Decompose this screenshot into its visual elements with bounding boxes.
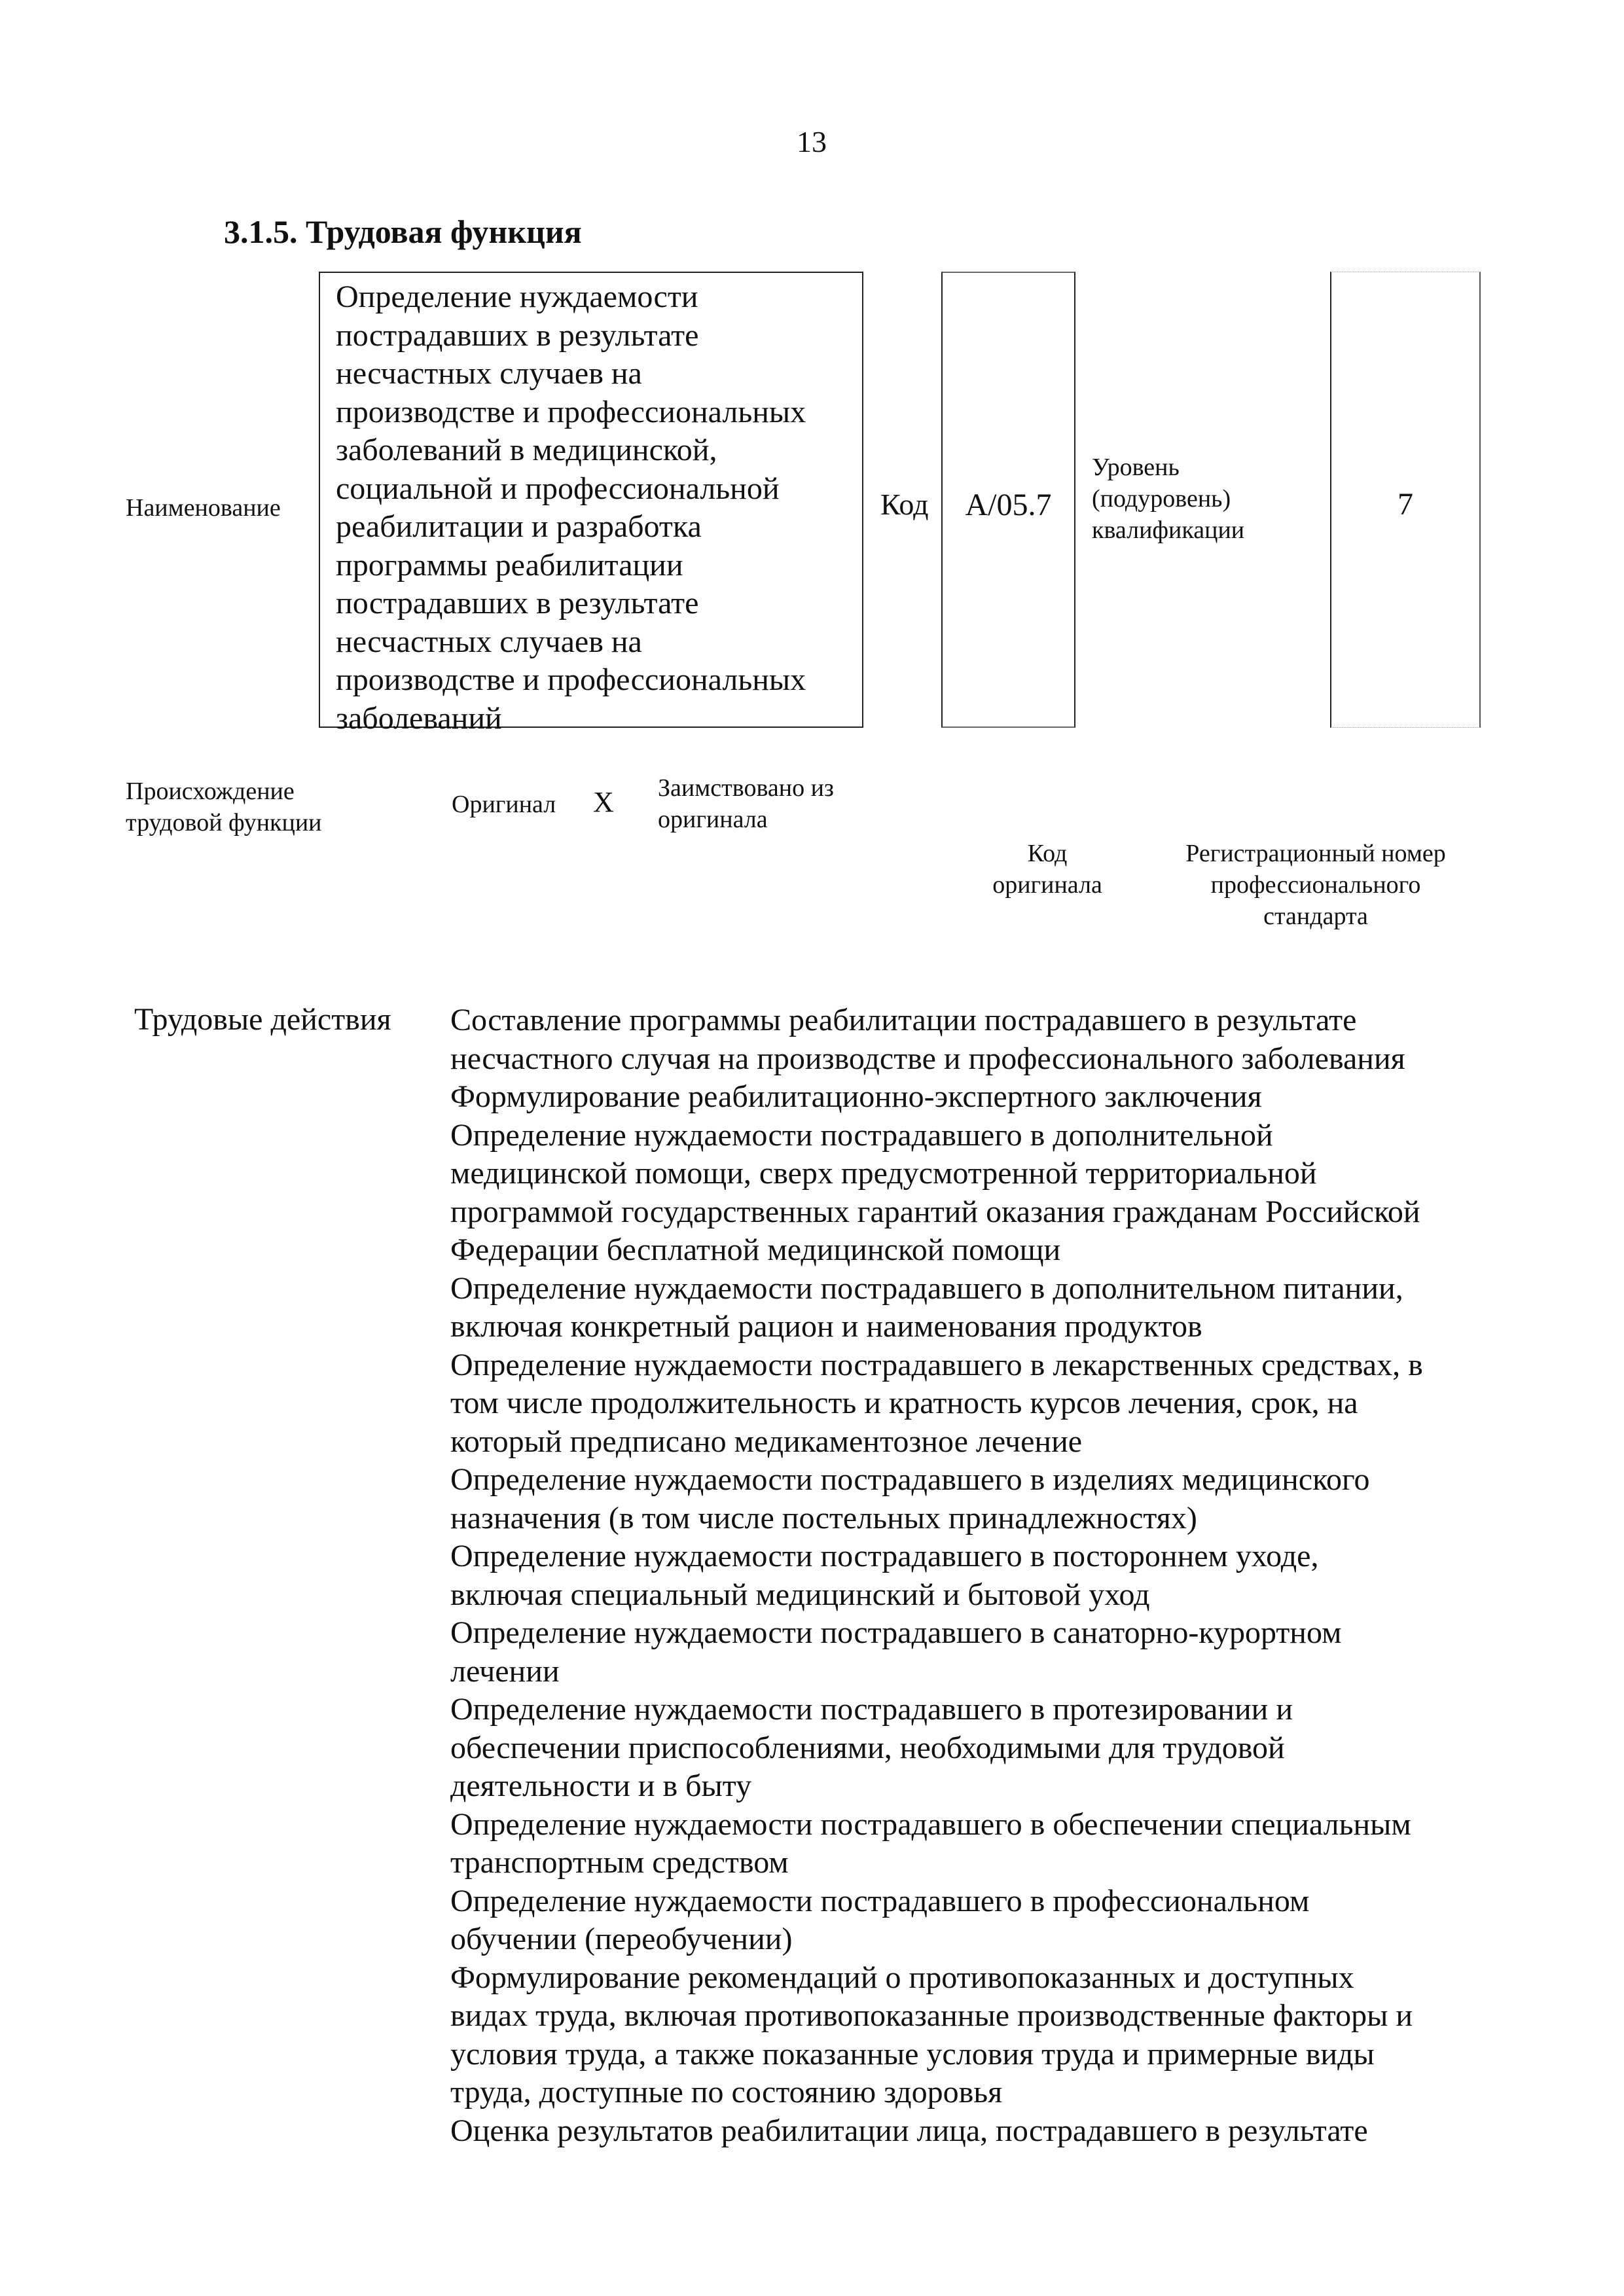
original-mark: X [593, 786, 614, 818]
labor-action-line: назначения (в том числе постельных принадлежностях) [450, 1500, 1197, 1535]
caption-line: профессионального [1210, 871, 1421, 899]
labor-action-line: Определение нуждаемости пострадавшего в профессиональном [450, 1883, 1310, 1918]
origin-label-line: трудовой функции [126, 809, 322, 836]
original-label: Оригинал [452, 791, 556, 818]
origin-label [126, 776, 322, 838]
labor-action-line: Формулирование реабилитационно-экспертного заключения [450, 1079, 1262, 1114]
function-name-line: реабилитации и разработка [336, 509, 702, 544]
function-name-line: производстве и профессиональных [336, 394, 806, 429]
labor-action-line: Оценка результатов реабилитации лица, пострадавшего в результате [450, 2113, 1368, 2148]
labor-action-line: обеспечении приспособлениями, необходимыми для трудовой [450, 1730, 1285, 1765]
labor-action-line: транспортным средством [450, 1845, 789, 1880]
function-name-line: пострадавших в результате [336, 317, 699, 353]
code-value-box [941, 272, 1075, 728]
labor-action-line: медицинской помощи, сверх предусмотренной территориальной [450, 1156, 1317, 1191]
function-name-line: социальной и профессиональной [336, 471, 780, 506]
labor-action-line: Определение нуждаемости пострадавшего в изделиях медицинского [450, 1462, 1370, 1497]
page-number: 13 [797, 125, 827, 158]
function-name-box [319, 272, 863, 736]
function-name-line: заболеваний в медицинской, [336, 433, 717, 467]
name-label: Наименование [126, 494, 281, 522]
labor-action-line: Определение нуждаемости пострадавшего в лекарственных средствах, в [450, 1347, 1423, 1382]
caption-line: оригинала [992, 871, 1102, 899]
labor-action-line: лечении [450, 1653, 560, 1689]
labor-action-line: условия труда, а также показанные условия труда и примерные виды [450, 2036, 1375, 2072]
function-name-line: заболеваний [336, 700, 502, 736]
labor-action-line: видах труда, включая противопоказанные производственные факторы и [450, 1998, 1413, 2033]
caption-line: Регистрационный номер [1185, 840, 1446, 867]
function-name-line: несчастных случаев на [336, 356, 642, 391]
function-name-line: несчастных случаев на [336, 624, 642, 659]
caption-line: стандарта [1263, 903, 1368, 930]
borrowed-label-line: оригинала [658, 806, 768, 833]
function-name-line: программы реабилитации [336, 547, 683, 583]
labor-action-line: Федерации бесплатной медицинской помощи [450, 1232, 1061, 1267]
caption-line: Код [1027, 840, 1068, 867]
level-label-line: (подуровень) [1092, 485, 1231, 512]
qualification-level-box [1330, 272, 1481, 728]
labor-action-line: включая специальный медицинский и бытовой уход [450, 1577, 1150, 1612]
registration-number-caption [1159, 838, 1473, 932]
section-title: 3.1.5. Трудовая функция [224, 213, 582, 250]
level-label-line: квалификации [1092, 516, 1245, 544]
borrowed-label [658, 772, 834, 835]
labor-actions-list [450, 1001, 1491, 2150]
labor-action-line: Определение нуждаемости пострадавшего в обеспечении специальным [450, 1806, 1411, 1842]
code-value: A/05.7 [965, 488, 1052, 522]
labor-action-line: обучении (переобучении) [450, 1922, 793, 1956]
labor-action-line: Определение нуждаемости пострадавшего в протезировании и [450, 1692, 1293, 1727]
function-name-line: Определение нуждаемости [336, 279, 698, 314]
labor-action-line: Определение нуждаемости пострадавшего в дополнительной [450, 1117, 1273, 1153]
labor-action-line: Определение нуждаемости пострадавшего в дополнительном питании, [450, 1270, 1403, 1306]
qualification-level-value: 7 [1398, 487, 1413, 522]
labor-action-line: Составление программы реабилитации пострадавшего в результате [450, 1003, 1357, 1037]
labor-action-line: том числе продолжительность и кратность курсов лечения, срок, на [450, 1386, 1358, 1420]
level-label-line: Уровень [1092, 454, 1180, 481]
original-code-caption [969, 838, 1126, 901]
origin-label-line: Происхождение [126, 778, 295, 805]
qualification-level-label [1092, 452, 1327, 546]
labor-action-line: включая конкретный рацион и наименования продуктов [450, 1309, 1202, 1344]
labor-action-line: Определение нуждаемости пострадавшего в санаторно-курортном [450, 1615, 1342, 1650]
labor-action-line: Определение нуждаемости пострадавшего в постороннем уходе, [450, 1539, 1319, 1573]
labor-actions-label: Трудовые действия [134, 1002, 391, 1037]
labor-action-line: программой государственных гарантий оказания гражданам Российской [450, 1194, 1420, 1229]
code-label: Код [880, 488, 929, 521]
labor-action-line: деятельности и в быту [450, 1768, 752, 1803]
function-name-line: производстве и профессиональных [336, 662, 806, 697]
function-name-line: пострадавших в результате [336, 586, 699, 620]
labor-action-line: который предписано медикаментозное лечение [450, 1424, 1083, 1459]
labor-action-line: Формулирование рекомендаций о противопоказанных и доступных [450, 1960, 1354, 1995]
borrowed-label-line: Заимствовано из [658, 774, 834, 802]
labor-action-line: труда, доступные по состоянию здоровья [450, 2075, 1003, 2109]
labor-action-line: несчастного случая на производстве и профессионального заболевания [450, 1041, 1405, 1076]
